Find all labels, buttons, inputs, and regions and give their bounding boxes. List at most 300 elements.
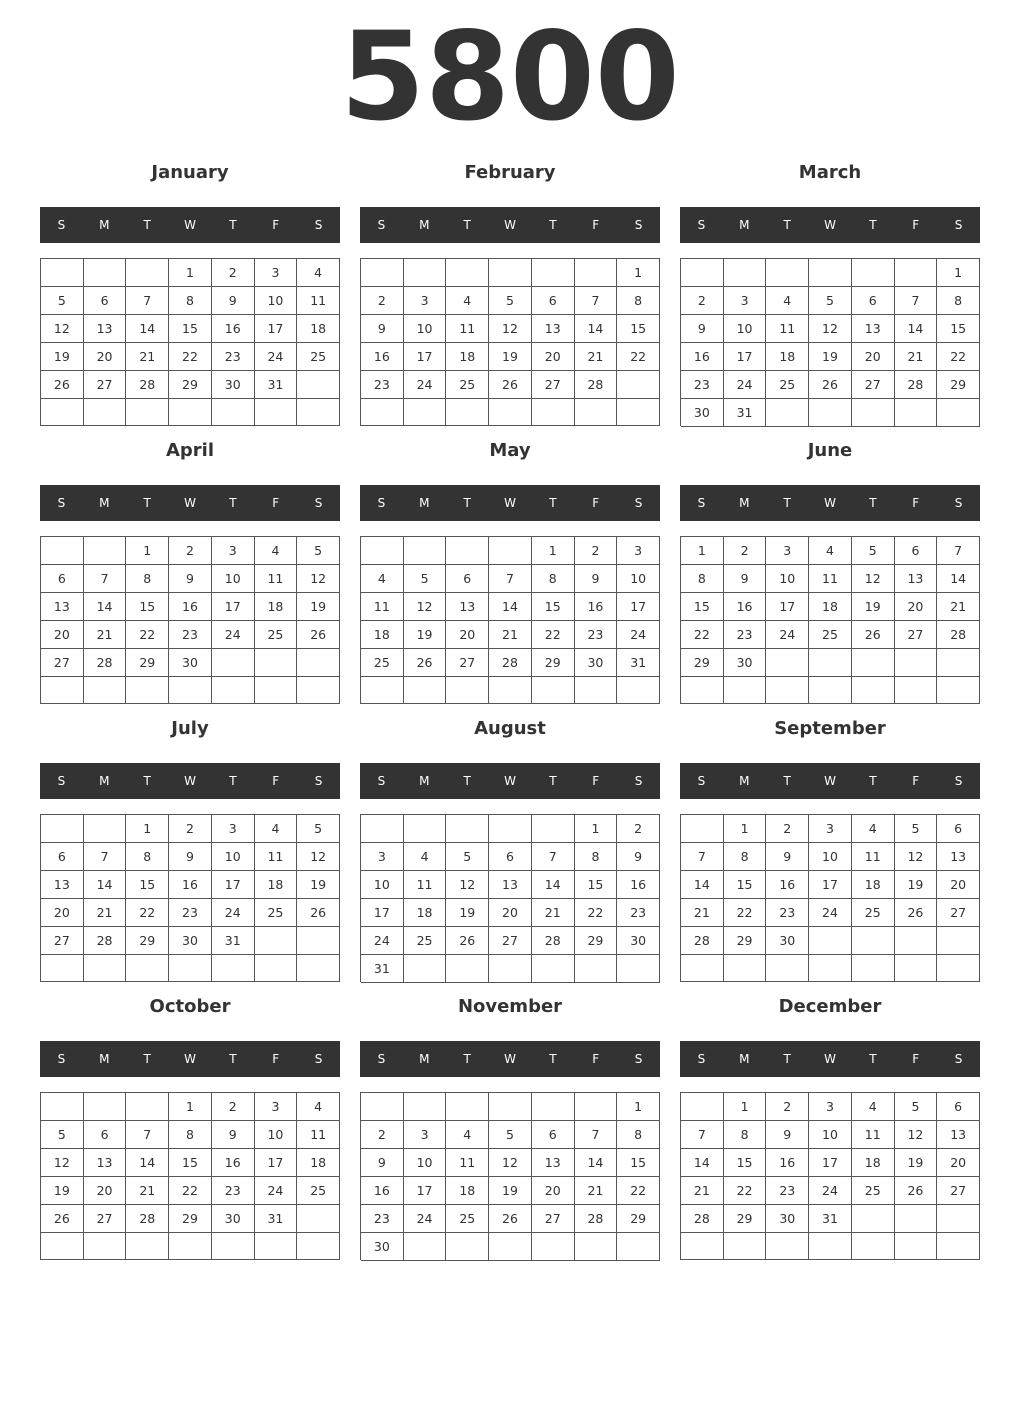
day-cell: 28 [575, 1205, 618, 1233]
empty-cell [681, 1093, 724, 1121]
day-cell: 8 [575, 843, 618, 871]
day-cell: 31 [255, 1205, 298, 1233]
day-cell: 15 [724, 1149, 767, 1177]
empty-cell [617, 371, 660, 399]
day-cell: 23 [724, 621, 767, 649]
day-cell: 20 [446, 621, 489, 649]
empty-cell [404, 1233, 447, 1261]
day-cell: 31 [809, 1205, 852, 1233]
day-cell: 28 [895, 371, 938, 399]
empty-cell [809, 259, 852, 287]
empty-cell [575, 399, 618, 426]
empty-cell [255, 649, 298, 677]
weekday-label: T [783, 496, 791, 510]
day-cell: 12 [297, 565, 340, 593]
day-cell: 26 [852, 621, 895, 649]
day-cell: 29 [724, 1205, 767, 1233]
day-cell: 27 [852, 371, 895, 399]
day-cell: 22 [126, 899, 169, 927]
day-cell: 24 [212, 899, 255, 927]
empty-cell [41, 399, 84, 426]
day-cell: 6 [41, 843, 84, 871]
empty-cell [126, 259, 169, 287]
day-grid [360, 814, 660, 982]
empty-cell [852, 677, 895, 704]
day-cell: 12 [895, 843, 938, 871]
day-cell: 4 [297, 259, 340, 287]
empty-cell [404, 955, 447, 983]
day-cell: 14 [575, 1149, 618, 1177]
weekday-label: S [634, 774, 643, 788]
weekday-label: F [592, 1052, 600, 1066]
empty-cell [297, 371, 340, 399]
day-cell: 9 [169, 565, 212, 593]
empty-cell [575, 1233, 618, 1261]
weekday-label: M [419, 1052, 430, 1066]
day-cell: 23 [212, 343, 255, 371]
day-cell: 12 [297, 843, 340, 871]
empty-cell [489, 955, 532, 983]
weekday-label: S [377, 496, 386, 510]
weekday-label: W [184, 1052, 196, 1066]
empty-cell [404, 259, 447, 287]
day-cell: 8 [681, 565, 724, 593]
day-cell: 8 [617, 1121, 660, 1149]
day-cell: 14 [532, 871, 575, 899]
weekday-label: S [314, 496, 323, 510]
day-cell: 3 [361, 843, 404, 871]
day-cell: 23 [361, 371, 404, 399]
day-cell: 12 [446, 871, 489, 899]
empty-cell [681, 259, 724, 287]
day-cell: 22 [169, 1177, 212, 1205]
empty-cell [532, 955, 575, 983]
empty-cell [126, 399, 169, 426]
weekday-label: S [314, 1052, 323, 1066]
day-cell: 26 [41, 1205, 84, 1233]
day-cell: 3 [809, 1093, 852, 1121]
empty-cell [361, 259, 404, 287]
weekday-label: S [634, 218, 643, 232]
empty-cell [255, 677, 298, 704]
day-cell: 2 [169, 537, 212, 565]
day-cell: 9 [617, 843, 660, 871]
weekday-label: W [184, 496, 196, 510]
day-cell: 3 [212, 537, 255, 565]
day-cell: 14 [84, 871, 127, 899]
empty-cell [724, 259, 767, 287]
empty-cell [361, 399, 404, 426]
empty-cell [84, 815, 127, 843]
empty-cell [617, 399, 660, 426]
day-cell: 4 [446, 287, 489, 315]
empty-cell [169, 955, 212, 982]
empty-cell [404, 677, 447, 704]
day-cell: 3 [724, 287, 767, 315]
empty-cell [766, 399, 809, 427]
empty-cell [297, 649, 340, 677]
day-cell: 19 [489, 1177, 532, 1205]
day-cell: 28 [126, 371, 169, 399]
day-cell: 11 [361, 593, 404, 621]
weekday-label: F [912, 496, 920, 510]
day-cell: 7 [575, 1121, 618, 1149]
weekday-label: T [143, 1052, 151, 1066]
empty-cell [212, 399, 255, 426]
weekday-header [680, 763, 980, 799]
day-cell: 5 [895, 815, 938, 843]
day-cell: 21 [937, 593, 980, 621]
day-cell: 29 [575, 927, 618, 955]
empty-cell [852, 1233, 895, 1260]
empty-cell [297, 1205, 340, 1233]
day-cell: 2 [212, 1093, 255, 1121]
weekday-label: S [57, 218, 66, 232]
day-cell: 5 [41, 287, 84, 315]
day-cell: 11 [852, 843, 895, 871]
weekday-header [360, 1041, 660, 1077]
day-cell: 6 [532, 287, 575, 315]
day-cell: 21 [895, 343, 938, 371]
day-cell: 26 [895, 899, 938, 927]
empty-cell [937, 927, 980, 955]
day-cell: 18 [297, 315, 340, 343]
day-cell: 9 [361, 1149, 404, 1177]
day-cell: 3 [809, 815, 852, 843]
day-cell: 18 [361, 621, 404, 649]
day-cell: 16 [724, 593, 767, 621]
empty-cell [809, 677, 852, 704]
day-cell: 10 [809, 1121, 852, 1149]
day-cell: 29 [617, 1205, 660, 1233]
empty-cell [575, 259, 618, 287]
weekday-header [680, 207, 980, 243]
empty-cell [84, 399, 127, 426]
day-cell: 11 [297, 287, 340, 315]
month-name: February [464, 162, 556, 183]
day-cell: 18 [446, 343, 489, 371]
day-cell: 6 [446, 565, 489, 593]
empty-cell [937, 1205, 980, 1233]
empty-cell [41, 259, 84, 287]
day-cell: 4 [852, 815, 895, 843]
weekday-label: T [229, 496, 237, 510]
day-cell: 4 [255, 537, 298, 565]
day-cell: 1 [169, 1093, 212, 1121]
day-cell: 13 [895, 565, 938, 593]
empty-cell [575, 677, 618, 704]
weekday-label: M [739, 496, 750, 510]
empty-cell [575, 1093, 618, 1121]
day-cell: 4 [809, 537, 852, 565]
day-cell: 17 [724, 343, 767, 371]
weekday-label: S [697, 218, 706, 232]
day-cell: 31 [361, 955, 404, 983]
weekday-label: S [954, 496, 963, 510]
day-cell: 10 [404, 315, 447, 343]
day-cell: 16 [212, 315, 255, 343]
day-cell: 22 [532, 621, 575, 649]
day-cell: 28 [489, 649, 532, 677]
day-cell: 9 [681, 315, 724, 343]
day-cell: 18 [255, 593, 298, 621]
weekday-label: T [463, 774, 471, 788]
empty-cell [297, 955, 340, 982]
day-cell: 17 [255, 1149, 298, 1177]
day-cell: 6 [41, 565, 84, 593]
day-cell: 2 [212, 259, 255, 287]
day-cell: 19 [489, 343, 532, 371]
weekday-label: T [463, 218, 471, 232]
day-cell: 7 [681, 843, 724, 871]
day-cell: 29 [169, 371, 212, 399]
day-cell: 29 [126, 927, 169, 955]
day-cell: 30 [724, 649, 767, 677]
weekday-label: M [99, 1052, 110, 1066]
day-cell: 6 [532, 1121, 575, 1149]
day-cell: 21 [126, 1177, 169, 1205]
day-cell: 31 [724, 399, 767, 427]
day-cell: 4 [852, 1093, 895, 1121]
day-cell: 16 [575, 593, 618, 621]
day-cell: 25 [446, 371, 489, 399]
empty-cell [41, 537, 84, 565]
empty-cell [446, 815, 489, 843]
month-name: March [798, 162, 862, 183]
month-name: August [474, 718, 546, 739]
day-cell: 18 [446, 1177, 489, 1205]
day-cell: 14 [575, 315, 618, 343]
empty-cell [84, 1093, 127, 1121]
weekday-label: M [739, 774, 750, 788]
day-cell: 30 [169, 927, 212, 955]
day-cell: 24 [724, 371, 767, 399]
day-cell: 13 [84, 315, 127, 343]
empty-cell [895, 399, 938, 427]
day-cell: 13 [446, 593, 489, 621]
day-cell: 3 [766, 537, 809, 565]
empty-cell [937, 677, 980, 704]
day-cell: 4 [766, 287, 809, 315]
day-grid [40, 1092, 340, 1260]
weekday-label: S [634, 1052, 643, 1066]
empty-cell [809, 649, 852, 677]
empty-cell [852, 1205, 895, 1233]
day-cell: 22 [681, 621, 724, 649]
day-cell: 12 [41, 1149, 84, 1177]
day-cell: 5 [297, 815, 340, 843]
day-cell: 3 [212, 815, 255, 843]
day-cell: 16 [766, 1149, 809, 1177]
day-cell: 25 [297, 1177, 340, 1205]
weekday-header [680, 1041, 980, 1077]
day-cell: 18 [852, 1149, 895, 1177]
day-cell: 19 [852, 593, 895, 621]
day-cell: 8 [169, 1121, 212, 1149]
day-cell: 7 [937, 537, 980, 565]
day-cell: 24 [766, 621, 809, 649]
day-cell: 8 [532, 565, 575, 593]
day-cell: 20 [937, 871, 980, 899]
weekday-label: S [697, 774, 706, 788]
day-cell: 21 [681, 899, 724, 927]
weekday-label: F [912, 218, 920, 232]
weekday-label: T [463, 1052, 471, 1066]
weekday-label: S [377, 218, 386, 232]
empty-cell [84, 1233, 127, 1260]
day-cell: 2 [361, 1121, 404, 1149]
day-cell: 25 [852, 899, 895, 927]
day-cell: 18 [404, 899, 447, 927]
empty-cell [809, 927, 852, 955]
day-cell: 9 [212, 1121, 255, 1149]
weekday-label: W [184, 218, 196, 232]
day-cell: 25 [404, 927, 447, 955]
day-cell: 19 [895, 871, 938, 899]
weekday-label: S [57, 1052, 66, 1066]
day-cell: 13 [41, 593, 84, 621]
day-cell: 3 [404, 287, 447, 315]
weekday-label: W [504, 1052, 516, 1066]
day-cell: 10 [766, 565, 809, 593]
day-cell: 8 [724, 843, 767, 871]
day-cell: 1 [617, 1093, 660, 1121]
empty-cell [617, 677, 660, 704]
day-cell: 5 [489, 1121, 532, 1149]
day-cell: 25 [852, 1177, 895, 1205]
weekday-label: W [184, 774, 196, 788]
day-cell: 24 [255, 1177, 298, 1205]
empty-cell [681, 955, 724, 982]
day-cell: 14 [126, 1149, 169, 1177]
empty-cell [446, 399, 489, 426]
day-cell: 1 [724, 815, 767, 843]
weekday-label: T [783, 1052, 791, 1066]
weekday-label: S [697, 1052, 706, 1066]
day-cell: 28 [575, 371, 618, 399]
day-cell: 29 [681, 649, 724, 677]
day-cell: 7 [895, 287, 938, 315]
weekday-label: T [143, 774, 151, 788]
weekday-header [40, 763, 340, 799]
weekday-label: M [99, 496, 110, 510]
day-cell: 17 [617, 593, 660, 621]
day-cell: 18 [255, 871, 298, 899]
weekday-label: F [592, 496, 600, 510]
day-cell: 19 [404, 621, 447, 649]
empty-cell [297, 927, 340, 955]
day-grid [40, 258, 340, 426]
day-grid [360, 536, 660, 704]
empty-cell [297, 399, 340, 426]
day-cell: 27 [489, 927, 532, 955]
day-cell: 17 [212, 871, 255, 899]
day-cell: 22 [724, 899, 767, 927]
day-cell: 9 [766, 1121, 809, 1149]
day-cell: 10 [212, 565, 255, 593]
weekday-label: T [549, 218, 557, 232]
day-cell: 29 [724, 927, 767, 955]
day-cell: 11 [404, 871, 447, 899]
day-cell: 2 [361, 287, 404, 315]
day-cell: 21 [84, 621, 127, 649]
day-cell: 24 [809, 1177, 852, 1205]
day-cell: 22 [575, 899, 618, 927]
weekday-label: T [549, 1052, 557, 1066]
empty-cell [937, 1233, 980, 1260]
day-cell: 21 [126, 343, 169, 371]
day-cell: 30 [766, 1205, 809, 1233]
day-cell: 20 [532, 343, 575, 371]
day-cell: 23 [169, 621, 212, 649]
empty-cell [766, 955, 809, 982]
weekday-label: M [99, 218, 110, 232]
empty-cell [895, 649, 938, 677]
empty-cell [255, 1233, 298, 1260]
empty-cell [361, 677, 404, 704]
weekday-label: M [739, 1052, 750, 1066]
day-cell: 7 [489, 565, 532, 593]
day-cell: 12 [489, 1149, 532, 1177]
day-cell: 1 [617, 259, 660, 287]
weekday-label: T [783, 774, 791, 788]
day-cell: 10 [255, 287, 298, 315]
day-cell: 25 [361, 649, 404, 677]
day-cell: 13 [84, 1149, 127, 1177]
empty-cell [169, 399, 212, 426]
weekday-header [360, 485, 660, 521]
empty-cell [361, 1093, 404, 1121]
day-cell: 19 [809, 343, 852, 371]
day-cell: 24 [361, 927, 404, 955]
day-cell: 17 [255, 315, 298, 343]
empty-cell [532, 259, 575, 287]
day-cell: 20 [84, 1177, 127, 1205]
day-cell: 24 [617, 621, 660, 649]
day-cell: 15 [937, 315, 980, 343]
weekday-label: T [549, 774, 557, 788]
weekday-label: T [229, 218, 237, 232]
empty-cell [255, 955, 298, 982]
day-cell: 27 [446, 649, 489, 677]
day-cell: 6 [895, 537, 938, 565]
empty-cell [84, 259, 127, 287]
empty-cell [41, 1233, 84, 1260]
empty-cell [126, 677, 169, 704]
day-cell: 26 [809, 371, 852, 399]
day-cell: 1 [575, 815, 618, 843]
day-cell: 16 [766, 871, 809, 899]
empty-cell [212, 677, 255, 704]
weekday-label: T [229, 774, 237, 788]
empty-cell [169, 1233, 212, 1260]
weekday-label: S [954, 774, 963, 788]
day-cell: 20 [852, 343, 895, 371]
day-cell: 10 [809, 843, 852, 871]
day-cell: 11 [852, 1121, 895, 1149]
day-cell: 16 [681, 343, 724, 371]
day-cell: 11 [446, 315, 489, 343]
day-cell: 11 [255, 843, 298, 871]
weekday-label: T [869, 496, 877, 510]
empty-cell [809, 399, 852, 427]
day-cell: 18 [297, 1149, 340, 1177]
empty-cell [766, 259, 809, 287]
day-cell: 23 [617, 899, 660, 927]
day-cell: 30 [169, 649, 212, 677]
day-cell: 23 [575, 621, 618, 649]
weekday-label: T [229, 1052, 237, 1066]
